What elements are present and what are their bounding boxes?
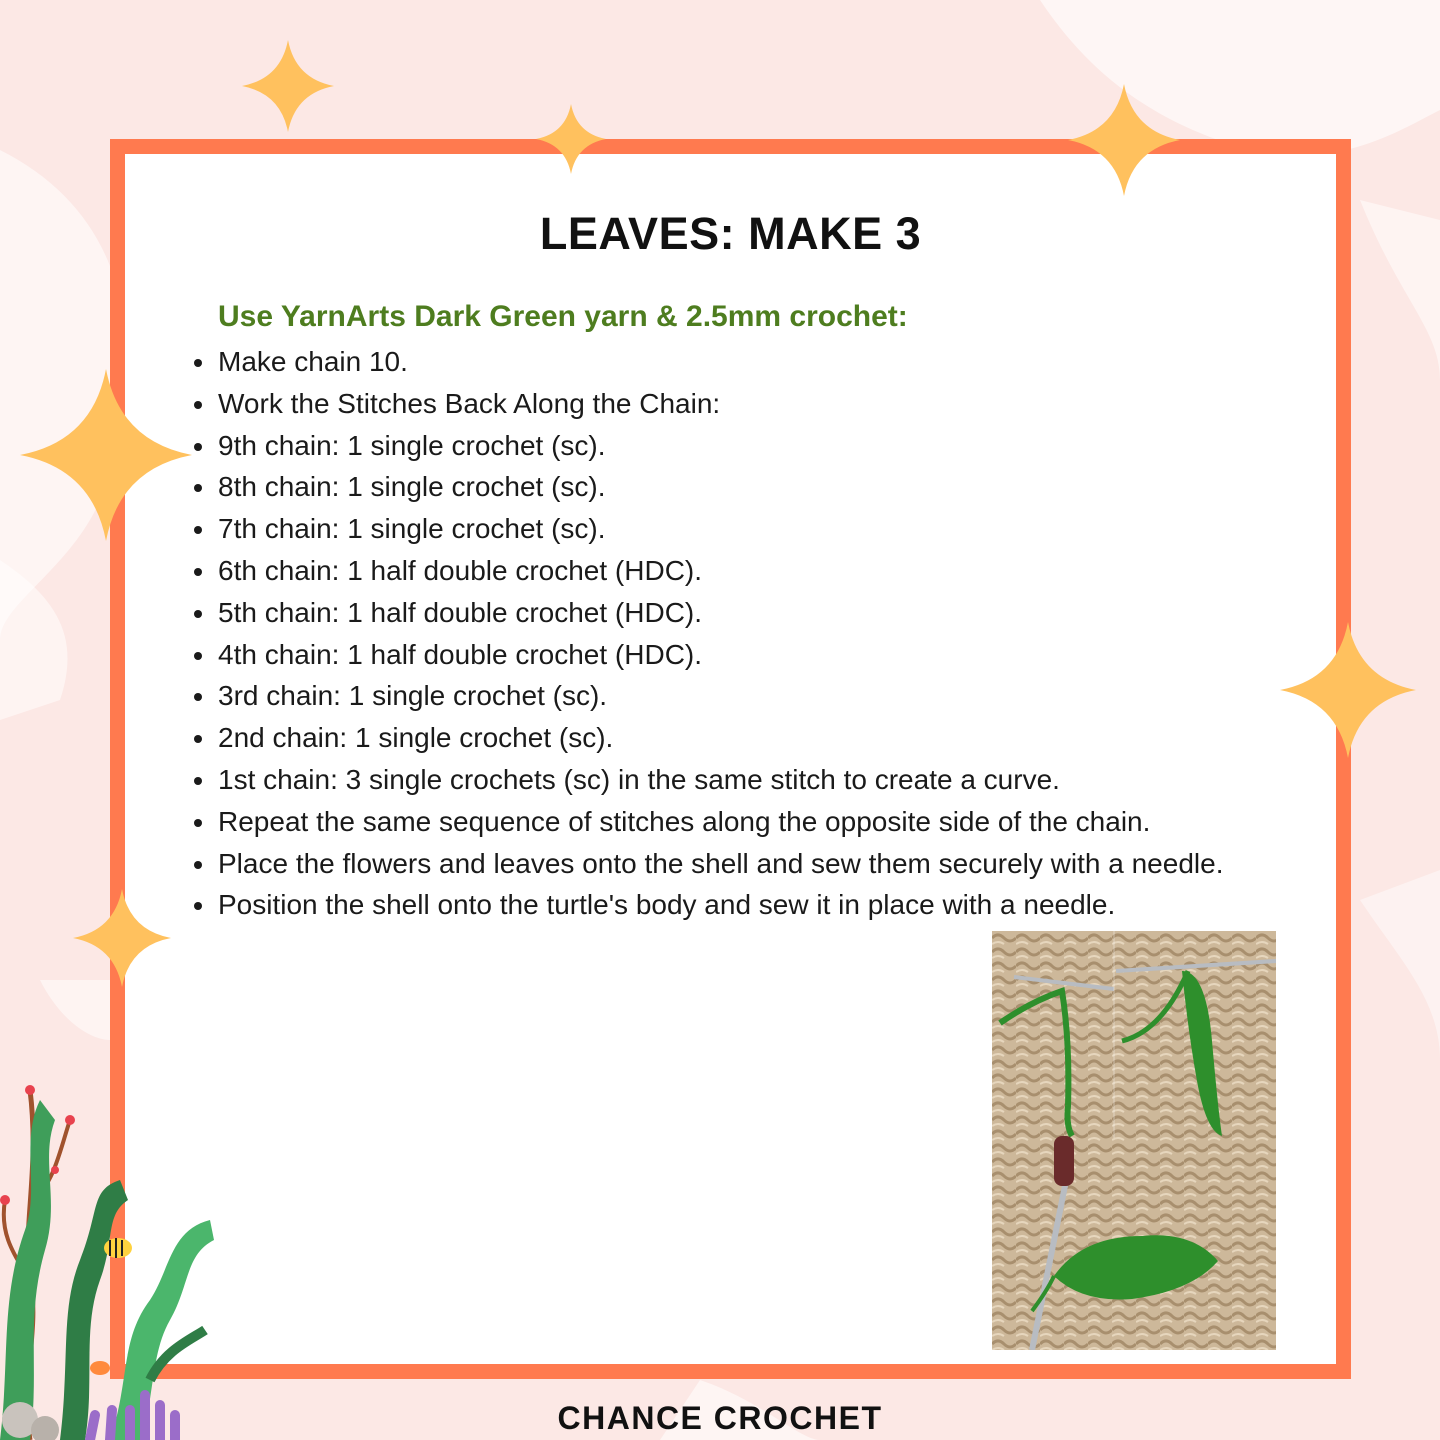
list-item: Place the flowers and leaves onto the shell and sew them securely with a needle. — [218, 843, 1223, 885]
leaf-progress-photos — [992, 931, 1276, 1350]
list-item: 8th chain: 1 single crochet (sc). — [218, 466, 1223, 508]
list-item: 5th chain: 1 half double crochet (HDC). — [218, 592, 1223, 634]
list-item: 6th chain: 1 half double crochet (HDC). — [218, 550, 1223, 592]
list-item: 4th chain: 1 half double crochet (HDC). — [218, 634, 1223, 676]
list-item: Position the shell onto the turtle's body and sew it in place with a needle. — [218, 884, 1223, 926]
list-item: 1st chain: 3 single crochets (sc) in the same stitch to create a curve. — [218, 759, 1223, 801]
list-item: 3rd chain: 1 single crochet (sc). — [218, 675, 1223, 717]
instruction-list — [218, 341, 1223, 926]
sparkle-icon — [242, 40, 334, 132]
list-item: Work the Stitches Back Along the Chain: — [218, 383, 1223, 425]
materials-subtitle: Use YarnArts Dark Green yarn & 2.5mm crochet: — [218, 300, 908, 333]
list-item: Make chain 10. — [218, 341, 1223, 383]
list-item: 9th chain: 1 single crochet (sc). — [218, 425, 1223, 467]
seaweed-coral-decoration — [0, 1080, 230, 1440]
list-item: 7th chain: 1 single crochet (sc). — [218, 508, 1223, 550]
list-item: Repeat the same sequence of stitches along the opposite side of the chain. — [218, 801, 1223, 843]
sparkle-icon — [1280, 620, 1416, 760]
sparkle-icon — [1068, 82, 1180, 198]
list-item: 2nd chain: 1 single crochet (sc). — [218, 717, 1223, 759]
sparkle-icon — [20, 365, 192, 545]
brand-footer: CHANCE CROCHET — [557, 1400, 883, 1436]
sparkle-icon — [73, 886, 171, 990]
recipe-card — [110, 139, 1351, 1379]
sparkle-icon — [536, 104, 606, 174]
page-title: LEAVES: MAKE 3 — [539, 208, 922, 259]
